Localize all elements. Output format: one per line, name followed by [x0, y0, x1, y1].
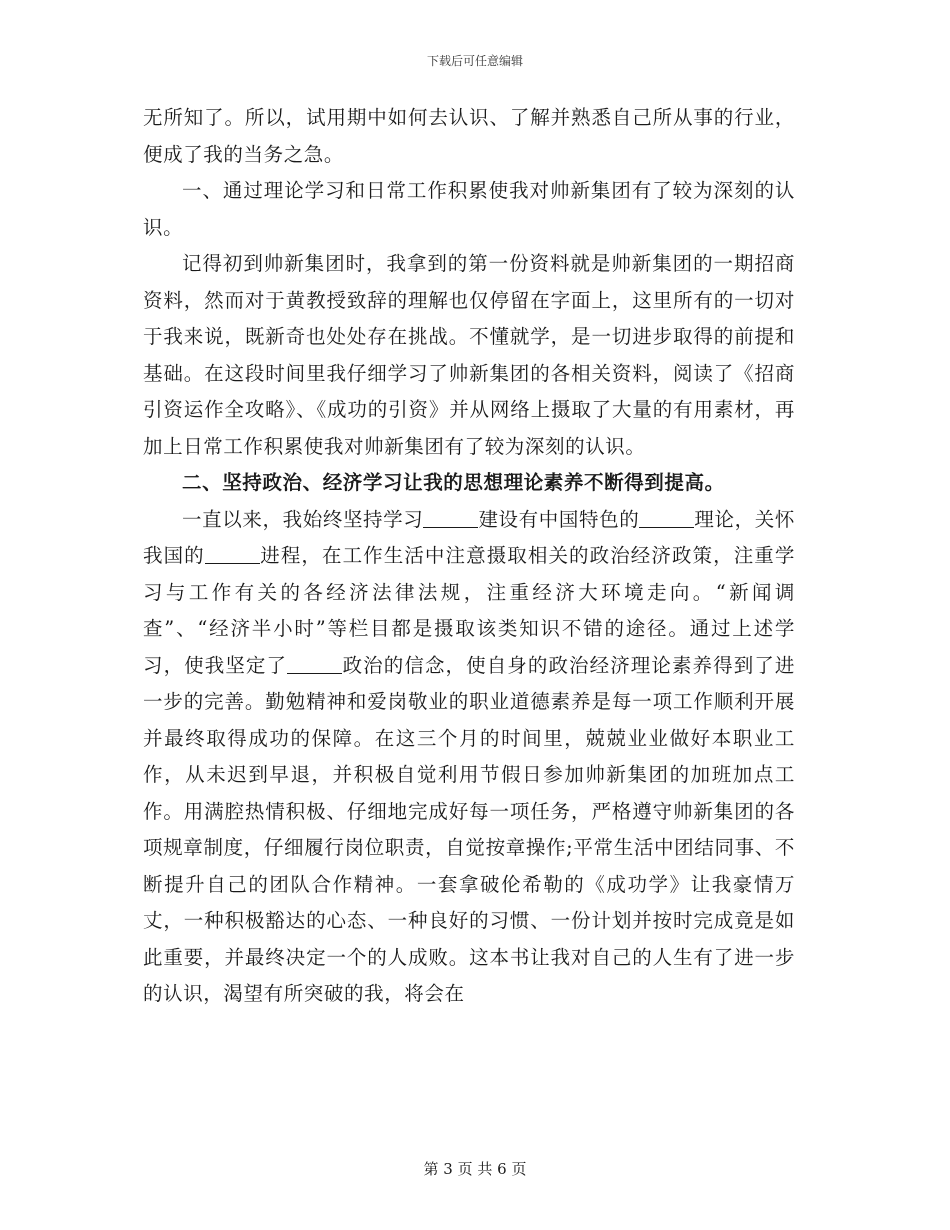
text-segment: 建设有中国特色的 [478, 507, 640, 531]
paragraph-section-one-body: 记得初到帅新集团时，我拿到的第一份资料就是帅新集团的一期招商资料，然而对于黄教授致辞的理解也仅停留在字面上，这里所有的一切对于我来说，既新奇也处处存在挑战。不懂就学，是一切进步取得的前提和基础。在这段时间里我仔细学习了帅新集团的各相关资料，阅读了《招商引资运作全攻略》、《成功的引资》并从网络上摄取了大量的有用素材，再加上日常工作积累使我对帅新集团有了较为深刻的认识。 [143, 252, 795, 458]
paragraph-continuation: 无所知了。所以，试用期中如何去认识、了解并熟悉自己所从事的行业，便成了我的当务之急。 [143, 106, 795, 166]
section-one-heading: 一、通过理论学习和日常工作积累使我对帅新集团有了较为深刻的认识。 [143, 179, 795, 239]
page-header: 下载后可任意编辑 [426, 54, 523, 68]
document-body [143, 100, 795, 1013]
blank-underline [639, 507, 694, 528]
text-segment: 政治的信念，使自身的政治经济理论素养得到了进一步的完善。勤勉精神和爱岗敬业的职业道德素养是每一项工作顺利开展并最终取得成功的保障。在这三个月的时间里，兢兢业业做好本职业工作，从未迟到早退，并积极自觉利用节假日参加帅新集团的加班加点工作。用满腔热情积极、仔细地完成好每一项任务，严格遵守帅新集团的各项规章制度，仔细履行岗位职责，自觉按章操作;平常生活中团结同事、不断提升自己的团队合作精神。一套拿破伦希勒的《成功学》让我豪情万丈，一种积极豁达的心态、一种良好的习惯、一份计划并按时完成竟是如此重要，并最终决定一个的人成败。这本书让我对自己的人生有了进一步的认识，渴望有所突破的我，将会在 [143, 653, 796, 1005]
page-number: 第 3 页 共 6 页 [423, 1160, 527, 1178]
section-two-heading: 二、坚持政治、经济学习让我的思想理论素养不断得到提高。 [182, 471, 725, 494]
text-segment: 进程，在工作生活中注意摄取相关的政治经济政策，注重学习与工作有关的各经济法律法规，注重经济大环境走向。“新闻调查”、“经济半小时”等栏目都是摄取该类知识不错的途径。通过上述学习，使我坚定了 [143, 544, 795, 677]
text-segment: 理论，关怀我国的 [143, 507, 795, 567]
paragraph-section-two-body [143, 502, 795, 1013]
blank-underline [205, 543, 260, 564]
blank-underline [287, 653, 342, 674]
blank-underline [423, 507, 478, 528]
text-segment: 一直以来，我始终坚持学习 [182, 507, 424, 531]
